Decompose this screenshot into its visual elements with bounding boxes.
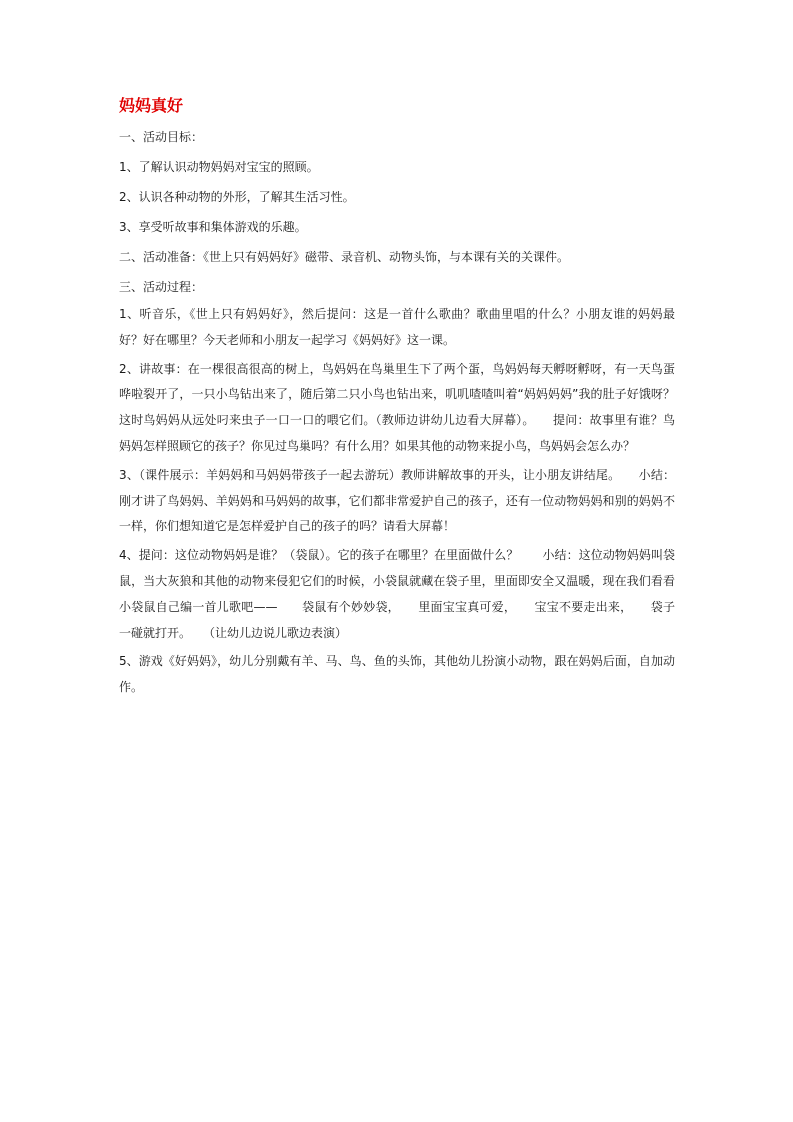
document-title: 妈妈真好: [119, 96, 184, 115]
section-heading-goals: 一、活动目标：: [119, 130, 204, 144]
goal-item-2: 2、认识各种动物的外形，了解其生活习性。: [119, 190, 355, 204]
process-step-1: 1、听音乐，《世上只有妈妈好》，然后提问：这是一首什么歌曲？歌曲里唱的什么？小朋友谁的妈妈最好？好在哪里？今天老师和小朋友一起学习《妈妈好》这一课。: [119, 307, 675, 347]
section-heading-preparation: 二、活动准备：《世上只有妈妈好》磁带、录音机、动物头饰，与本课有关的关课件。: [119, 250, 570, 264]
process-step-4: 4、提问：这位动物妈妈是谁？（袋鼠）。它的孩子在哪里？在里面做什么？ 小结：这位动物妈妈叫袋鼠，当大灰狼和其他的动物来侵犯它们的时候，小袋鼠就藏在袋子里，里面即安全又温暖，现在我们看看小袋鼠自己编一首儿歌吧—— 袋鼠有个妙妙袋， 里面宝宝真可爱， 宝宝不要走出来， 袋子一碰就打开。 （让幼儿边说儿歌边表演）: [119, 548, 675, 640]
section-heading-process: 三、活动过程：: [119, 280, 204, 294]
process-step-3: 3、（课件展示：羊妈妈和马妈妈带孩子一起去游玩）教师讲解故事的开头，让小朋友讲结尾。 小结：刚才讲了鸟妈妈、羊妈妈和马妈妈的故事，它们都非常爱护自己的孩子，还有一位动物妈妈和别的妈妈不一样，你们想知道它是怎样爱护自己的孩子的吗？请看大屏幕！: [119, 467, 675, 534]
goal-item-1: 1、了解认识动物妈妈对宝宝的照顾。: [119, 160, 319, 174]
process-step-2: 2、讲故事：在一棵很高很高的树上，鸟妈妈在鸟巢里生下了两个蛋，鸟妈妈每天孵呀孵呀，有一天鸟蛋哗啦裂开了，一只小鸟钻出来了，随后第二只小鸟也钻出来，叽叽喳喳叫着“妈妈妈妈”我的肚子好饿呀？这时鸟妈妈从远处叼来虫子一口一口的喂它们。（教师边讲幼儿边看大屏幕）。 提问：故事里有谁？鸟妈妈怎样照顾它的孩子？你见过鸟巢吗？有什么用？如果其他的动物来捉小鸟，鸟妈妈会怎么办？: [119, 361, 675, 453]
goal-item-3: 3、享受听故事和集体游戏的乐趣。: [119, 220, 307, 234]
document-body: [119, 94, 675, 704]
process-step-5: 5、游戏《好妈妈》，幼儿分别戴有羊、马、鸟、鱼的头饰，其他幼儿扮演小动物，跟在妈妈后面，自加动作。: [119, 654, 675, 695]
